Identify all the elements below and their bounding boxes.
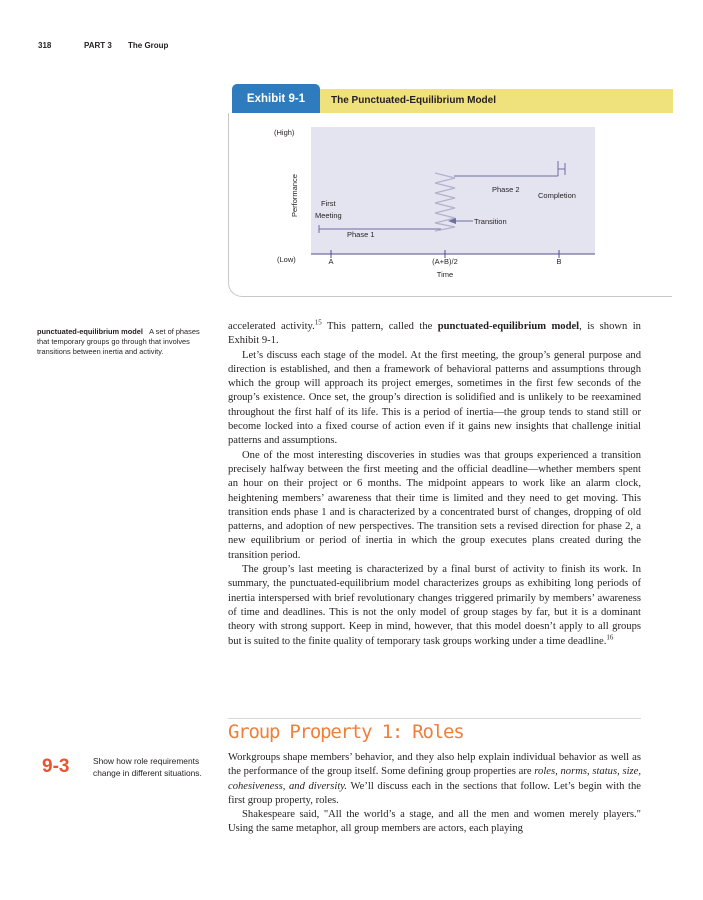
section-divider [228,718,641,719]
section-paragraph-1 [228,751,641,808]
phase1-label: Phase 1 [347,230,375,239]
section-body [228,751,641,837]
sp1-text-b: We’ll discuss each in the sections that follow. Let’s begin with the first group property, roles. [228,780,641,806]
footnote-16: 16 [606,633,614,641]
x-tick-label-mid: (A+B)/2 [432,257,458,266]
x-tick-label-b: B [556,257,562,266]
phase2-label: Phase 2 [492,185,520,194]
sp1-terms: roles, norms, status, size, cohesiveness, and diversity. [228,766,641,792]
exhibit-label: Exhibit 9-1 [232,84,320,113]
p1-text-a: accelerated activity. [228,321,315,332]
p1-text-c: , is shown in Exhibit 9-1. [228,321,641,347]
body-text [228,320,641,649]
paragraph-4 [228,563,641,649]
part-label: PART 3 [84,41,112,50]
glossary-note [37,327,204,357]
transition-label: Transition [474,217,507,226]
exhibit-title: The Punctuated-Equilibrium Model [331,95,496,106]
paragraph-1 [228,320,641,349]
p1-text-b: This pattern, called the [321,321,438,332]
glossary-term: punctuated-equilibrium model [37,327,143,336]
key-term: punctuated-equilibrium model [437,321,580,332]
objective-text: Show how role requirements change in different situations. [93,756,202,778]
footnote-15: 15 [314,318,322,327]
objective-number: 9-3 [42,756,70,777]
p4-text: The group’s last meeting is characterized by a final burst of activity to finish its work. In summary, the punctuated-equilibrium model characterizes groups as exhibiting long periods of inertia interspersed with brief revolutionary changes triggered primarily by members’ awareness of time and deadlines. This is not the only model of group stages by far, but it is a dominant theory with strong support. Keep in mind, however, that this model doesn’t apply to all groups but is suited to the finite quality of temporary task groups working under a time deadline. [228,564,641,647]
first-meeting-line1: First [321,199,336,208]
x-tick-label-a: A [328,257,334,266]
page-number: 318 [38,41,52,50]
punctuated-equilibrium-chart [228,113,673,298]
paragraph-3: One of the most interesting discoveries in studies was that groups experienced a transition precisely halfway between the first meeting and the official deadline—whether members spent an hour on their project or 6 months. The midpoint appears to work like an alarm clock, heightening members’ awareness that their time is limited and they need to get moving. This transition ends phase 1 and is characterized by a concentrated burst of changes, dropping of old patterns, and adoption of new perspectives. The transition sets a revised direction for phase 2, a new equilibrium or period of inertia in which the group executes plans created during the transition period. [228,449,641,561]
sp1-text-a: Workgroups shape members’ behavior, and they also help explain individual behavior as well as the performance of the group itself. Some defining group properties are [228,752,641,778]
paragraph-2: Let’s discuss each stage of the model. At the first meeting, the group’s general purpose and direction is established, and then a framework of behavioral patterns and assumptions through which the group will approach its project emerges, sometimes in the first few seconds of the group’s existence. Once set, the group’s direction is solidified and is unlikely to be reexamined throughout the first half of its life. This is a period of inertia—the group tends to stand still or become locked into a fixed course of action even if it gains new insights that challenge initial patterns and assumptions. [228,349,641,447]
y-axis-label: Performance [290,174,299,217]
first-meeting-line2: Meeting [315,211,342,220]
running-header [38,41,168,50]
y-low-label: (Low) [277,255,296,264]
section-title: Group Property 1: Roles [228,721,464,743]
part-title: The Group [128,41,169,50]
y-high-label: (High) [274,128,295,137]
x-axis-label: Time [436,270,454,279]
section-paragraph-2: Shakespeare said, "All the world’s a stage, and all the men and women merely players." Using the same metaphor, all group members are actors, each playing [228,809,641,835]
completion-label: Completion [538,191,576,200]
glossary-definition: A set of phases that temporary groups go through that involves transitions between inertia and activity. [37,327,200,356]
